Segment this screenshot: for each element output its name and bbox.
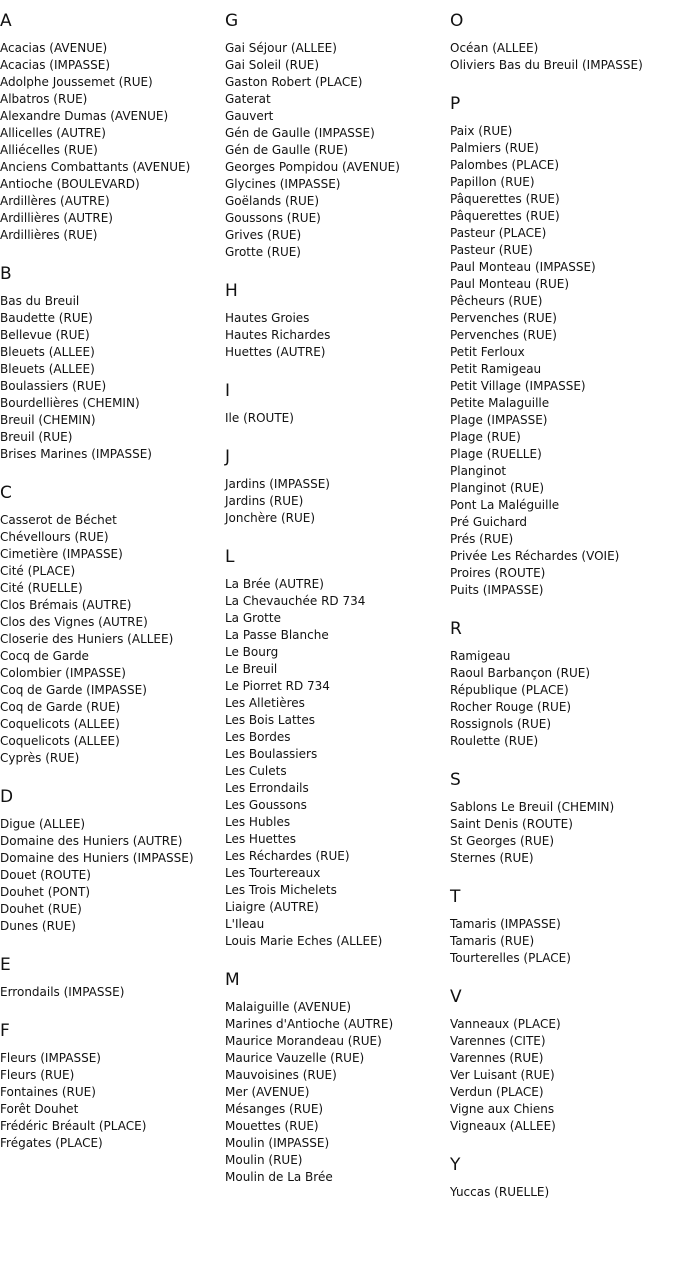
letter-section <box>225 446 447 527</box>
street-name-link[interactable]: Privée Les Réchardes (VOIE) <box>450 549 620 563</box>
street-name-link[interactable]: Chévellours (RUE) <box>0 530 109 544</box>
street-name-link[interactable]: Planginot (RUE) <box>450 481 545 495</box>
letter-section <box>0 954 222 1001</box>
street-name-link[interactable]: Saint Denis (ROUTE) <box>450 817 573 831</box>
street-name-link[interactable]: Yuccas (RUELLE) <box>450 1185 550 1199</box>
street-name-link[interactable]: Maurice Morandeau (RUE) <box>225 1034 382 1048</box>
street-name-link[interactable]: Alexandre Dumas (AVENUE) <box>0 109 169 123</box>
street-name-link[interactable]: Petit Ramigeau <box>450 362 542 376</box>
street-name-link[interactable]: Errondails (IMPASSE) <box>0 985 125 999</box>
street-name-link[interactable]: Le Breuil <box>225 662 278 676</box>
street-name-link[interactable]: Gén de Gaulle (IMPASSE) <box>225 126 375 140</box>
street-name-link[interactable]: Pont La Maléguille <box>450 498 560 512</box>
street-name-link[interactable]: Frédéric Bréault (PLACE) <box>0 1119 147 1133</box>
street-name-link[interactable]: Gaterat <box>225 92 271 106</box>
street-name-link[interactable]: Les Alletières <box>225 696 305 710</box>
street-list <box>0 40 222 244</box>
street-name-link[interactable]: Digue (ALLEE) <box>0 817 86 831</box>
street-name-link[interactable]: Fontaines (RUE) <box>0 1085 96 1099</box>
street-name-link[interactable]: Cocq de Garde <box>0 649 89 663</box>
letter-section <box>450 618 672 750</box>
street-name-link[interactable]: Malaiguille (AVENUE) <box>225 1000 352 1014</box>
street-name-link[interactable]: Frégates (PLACE) <box>0 1136 103 1150</box>
street-name-link[interactable]: Plage (RUELLE) <box>450 447 542 461</box>
letter-section <box>450 1154 672 1201</box>
letter-heading: E <box>0 955 11 975</box>
street-name-link[interactable]: Océan (ALLEE) <box>450 41 539 55</box>
street-name-link[interactable]: Vigneaux (ALLEE) <box>450 1119 556 1133</box>
street-name-link[interactable]: Gai Séjour (ALLEE) <box>225 41 337 55</box>
street-name-link[interactable]: Oliviers Bas du Breuil (IMPASSE) <box>450 58 643 72</box>
street-name-link[interactable]: Les Culets <box>225 764 287 778</box>
street-name-link[interactable]: Coq de Garde (IMPASSE) <box>0 683 147 697</box>
letter-heading: F <box>0 1021 10 1041</box>
street-name-link[interactable]: Roulette (RUE) <box>450 734 539 748</box>
street-name-link[interactable]: Douet (ROUTE) <box>0 868 91 882</box>
street-name-link[interactable]: La Grotte <box>225 611 281 625</box>
letter-section <box>0 263 222 463</box>
street-name-link[interactable]: Les Hubles <box>225 815 291 829</box>
street-name-link[interactable]: Alliécelles (RUE) <box>0 143 98 157</box>
street-name-link[interactable]: Pasteur (PLACE) <box>450 226 547 240</box>
street-name-link[interactable]: Papillon (RUE) <box>450 175 535 189</box>
letter-section <box>225 969 447 1186</box>
street-name-link[interactable]: Paul Monteau (IMPASSE) <box>450 260 596 274</box>
street-name-link[interactable]: Sternes (RUE) <box>450 851 534 865</box>
street-name-link[interactable]: Coq de Garde (RUE) <box>0 700 121 714</box>
street-name-link[interactable]: Sablons Le Breuil (CHEMIN) <box>450 800 615 814</box>
letter-heading: T <box>450 887 461 907</box>
street-list <box>0 816 222 935</box>
letter-heading: P <box>450 94 461 114</box>
street-name-link[interactable]: Petite Malaguille <box>450 396 550 410</box>
street-list <box>225 476 447 527</box>
street-name-link[interactable]: Baudette (RUE) <box>0 311 93 325</box>
street-name-link[interactable]: Gauvert <box>225 109 274 123</box>
street-name-link[interactable]: Mauvoisines (RUE) <box>225 1068 337 1082</box>
street-name-link[interactable]: Paul Monteau (RUE) <box>450 277 570 291</box>
street-name-link[interactable]: Douhet (RUE) <box>0 902 82 916</box>
street-name-link[interactable]: Cité (PLACE) <box>0 564 76 578</box>
street-name-link[interactable]: Domaine des Huniers (IMPASSE) <box>0 851 194 865</box>
street-name-link[interactable]: Les Huettes <box>225 832 296 846</box>
street-name-link[interactable]: Colombier (IMPASSE) <box>0 666 126 680</box>
letter-section <box>450 10 672 74</box>
street-name-link[interactable]: Clos Brémais (AUTRE) <box>0 598 132 612</box>
street-name-link[interactable]: Gai Soleil (RUE) <box>225 58 320 72</box>
street-name-link[interactable]: Tamaris (RUE) <box>450 934 535 948</box>
letter-heading: O <box>450 11 464 31</box>
street-name-link[interactable]: Prés (RUE) <box>450 532 514 546</box>
street-name-link[interactable]: Les Tourtereaux <box>225 866 321 880</box>
street-name-link[interactable]: Ver Luisant (RUE) <box>450 1068 555 1082</box>
street-name-link[interactable]: Jardins (IMPASSE) <box>225 477 330 491</box>
street-name-link[interactable]: Dunes (RUE) <box>0 919 76 933</box>
letter-heading: Y <box>450 1155 461 1175</box>
street-name-link[interactable]: La Brée (AUTRE) <box>225 577 324 591</box>
letter-section <box>0 1020 222 1152</box>
street-name-link[interactable]: Closerie des Huniers (ALLEE) <box>0 632 174 646</box>
letter-heading: V <box>450 987 462 1007</box>
street-name-link[interactable]: Jonchère (RUE) <box>225 511 316 525</box>
street-name-link[interactable]: Pervenches (RUE) <box>450 311 557 325</box>
street-name-link[interactable]: Verdun (PLACE) <box>450 1085 544 1099</box>
street-name-link[interactable]: Petit Village (IMPASSE) <box>450 379 586 393</box>
letter-heading: C <box>0 483 12 503</box>
street-name-link[interactable]: Pâquerettes (RUE) <box>450 192 560 206</box>
street-name-link[interactable]: Les Errondails <box>225 781 309 795</box>
street-list <box>225 310 447 361</box>
street-list <box>450 799 672 867</box>
street-name-link[interactable]: Puits (IMPASSE) <box>450 583 544 597</box>
street-index-column-3 <box>450 10 672 1220</box>
street-index-column-2 <box>225 10 447 1205</box>
letter-heading: G <box>225 11 239 31</box>
letter-section <box>0 786 222 935</box>
street-name-link[interactable]: Acacias (AVENUE) <box>0 41 108 55</box>
street-name-link[interactable]: République (PLACE) <box>450 683 569 697</box>
street-name-link[interactable]: Mésanges (RUE) <box>225 1102 324 1116</box>
letter-heading: I <box>225 381 231 401</box>
letter-section <box>450 986 672 1135</box>
street-name-link[interactable]: Antioche (BOULEVARD) <box>0 177 140 191</box>
street-name-link[interactable]: Mouettes (RUE) <box>225 1119 319 1133</box>
street-list <box>450 123 672 599</box>
street-name-link[interactable]: Allicelles (AUTRE) <box>0 126 106 140</box>
street-list <box>0 1050 222 1152</box>
street-name-link[interactable]: Brises Marines (IMPASSE) <box>0 447 152 461</box>
letter-section <box>0 10 222 244</box>
street-name-link[interactable]: Pré Guichard <box>450 515 528 529</box>
street-name-link[interactable]: Bourdellières (CHEMIN) <box>0 396 140 410</box>
street-list <box>0 512 222 767</box>
letter-heading: S <box>450 770 461 790</box>
street-name-link[interactable]: Rocher Rouge (RUE) <box>450 700 572 714</box>
street-name-link[interactable]: Les Bois Lattes <box>225 713 315 727</box>
street-name-link[interactable]: Moulin (RUE) <box>225 1153 303 1167</box>
street-name-link[interactable]: Grives (RUE) <box>225 228 302 242</box>
street-list <box>225 576 447 950</box>
street-name-link[interactable]: Le Bourg <box>225 645 279 659</box>
letter-heading: J <box>225 447 231 467</box>
street-name-link[interactable]: Acacias (IMPASSE) <box>0 58 111 72</box>
street-list <box>450 1184 672 1201</box>
street-name-link[interactable]: Glycines (IMPASSE) <box>225 177 341 191</box>
letter-section <box>450 93 672 599</box>
street-name-link[interactable]: Casserot de Béchet <box>0 513 117 527</box>
street-list <box>450 648 672 750</box>
street-list <box>0 293 222 463</box>
street-name-link[interactable]: Les Trois Michelets <box>225 883 337 897</box>
street-name-link[interactable]: Coquelicots (ALLEE) <box>0 717 120 731</box>
street-name-link[interactable]: Varennes (CITE) <box>450 1034 546 1048</box>
letter-section <box>450 769 672 867</box>
street-name-link[interactable]: Cimetière (IMPASSE) <box>0 547 123 561</box>
street-list <box>225 40 447 261</box>
street-name-link[interactable]: Bas du Breuil <box>0 294 80 308</box>
street-name-link[interactable]: Huettes (AUTRE) <box>225 345 326 359</box>
street-name-link[interactable]: La Passe Blanche <box>225 628 329 642</box>
street-name-link[interactable]: Rossignols (RUE) <box>450 717 552 731</box>
street-name-link[interactable]: Palmiers (RUE) <box>450 141 539 155</box>
street-name-link[interactable]: Gén de Gaulle (RUE) <box>225 143 349 157</box>
letter-heading: A <box>0 11 12 31</box>
street-name-link[interactable]: Les Boulassiers <box>225 747 318 761</box>
street-name-link[interactable]: Les Bordes <box>225 730 291 744</box>
street-name-link[interactable]: Forêt Douhet <box>0 1102 79 1116</box>
street-name-link[interactable]: Fleurs (IMPASSE) <box>0 1051 101 1065</box>
letter-heading: R <box>450 619 462 639</box>
street-name-link[interactable]: Proires (ROUTE) <box>450 566 546 580</box>
street-name-link[interactable]: Goussons (RUE) <box>225 211 321 225</box>
letter-section <box>225 280 447 361</box>
letter-heading: D <box>0 787 14 807</box>
street-name-link[interactable]: Ardillières (RUE) <box>0 228 98 242</box>
letter-heading: H <box>225 281 238 301</box>
street-name-link[interactable]: Ardillères (AUTRE) <box>0 194 110 208</box>
street-name-link[interactable]: Domaine des Huniers (AUTRE) <box>0 834 183 848</box>
street-name-link[interactable]: Les Réchardes (RUE) <box>225 849 350 863</box>
street-name-link[interactable]: Ramigeau <box>450 649 511 663</box>
street-list <box>225 999 447 1186</box>
street-name-link[interactable]: Goëlands (RUE) <box>225 194 320 208</box>
street-name-link[interactable]: Breuil (CHEMIN) <box>0 413 96 427</box>
street-name-link[interactable]: Georges Pompidou (AVENUE) <box>225 160 400 174</box>
street-name-link[interactable]: Anciens Combattants (AVENUE) <box>0 160 191 174</box>
street-name-link[interactable]: Le Piorret RD 734 <box>225 679 330 693</box>
street-name-link[interactable]: Petit Ferloux <box>450 345 525 359</box>
street-name-link[interactable]: Hautes Richardes <box>225 328 331 342</box>
street-name-link[interactable]: Tourterelles (PLACE) <box>450 951 571 965</box>
street-name-link[interactable]: Vigne aux Chiens <box>450 1102 555 1116</box>
letter-section <box>0 482 222 767</box>
street-list <box>450 40 672 74</box>
street-name-link[interactable]: Douhet (PONT) <box>0 885 91 899</box>
street-name-link[interactable]: Plage (RUE) <box>450 430 521 444</box>
street-index-column-1 <box>0 10 222 1171</box>
street-list <box>0 984 222 1001</box>
street-name-link[interactable]: La Chevauchée RD 734 <box>225 594 366 608</box>
street-name-link[interactable]: St Georges (RUE) <box>450 834 555 848</box>
street-name-link[interactable]: L'Ileau <box>225 917 265 931</box>
letter-section <box>450 886 672 967</box>
street-name-link[interactable]: Boulassiers (RUE) <box>0 379 107 393</box>
letter-section <box>225 10 447 261</box>
letter-section <box>225 380 447 427</box>
street-name-link[interactable]: Clos des Vignes (AUTRE) <box>0 615 148 629</box>
street-list <box>225 410 447 427</box>
street-name-link[interactable]: Adolphe Joussemet (RUE) <box>0 75 153 89</box>
street-name-link[interactable]: Bleuets (ALLEE) <box>0 362 95 376</box>
street-name-link[interactable]: Moulin de La Brée <box>225 1170 333 1184</box>
street-name-link[interactable]: Pervenches (RUE) <box>450 328 557 342</box>
street-list <box>450 916 672 967</box>
letter-heading: M <box>225 970 240 990</box>
street-name-link[interactable]: Cyprès (RUE) <box>0 751 80 765</box>
street-list <box>450 1016 672 1135</box>
street-name-link[interactable]: Mer (AVENUE) <box>225 1085 310 1099</box>
street-name-link[interactable]: Cité (RUELLE) <box>0 581 83 595</box>
street-name-link[interactable]: Raoul Barbançon (RUE) <box>450 666 591 680</box>
street-name-link[interactable]: Varennes (RUE) <box>450 1051 544 1065</box>
street-name-link[interactable]: Vanneaux (PLACE) <box>450 1017 561 1031</box>
street-name-link[interactable]: Ardillières (AUTRE) <box>0 211 113 225</box>
street-name-link[interactable]: Pêcheurs (RUE) <box>450 294 543 308</box>
street-name-link[interactable]: Louis Marie Eches (ALLEE) <box>225 934 383 948</box>
letter-heading: B <box>0 264 12 284</box>
street-name-link[interactable]: Les Goussons <box>225 798 307 812</box>
street-name-link[interactable]: Paix (RUE) <box>450 124 513 138</box>
street-name-link[interactable]: Bellevue (RUE) <box>0 328 90 342</box>
letter-heading: L <box>225 547 235 567</box>
street-name-link[interactable]: Maurice Vauzelle (RUE) <box>225 1051 365 1065</box>
street-name-link[interactable]: Bleuets (ALLEE) <box>0 345 95 359</box>
street-name-link[interactable]: Pasteur (RUE) <box>450 243 533 257</box>
street-name-link[interactable]: Liaigre (AUTRE) <box>225 900 319 914</box>
street-name-link[interactable]: Pâquerettes (RUE) <box>450 209 560 223</box>
street-name-link[interactable]: Fleurs (RUE) <box>0 1068 75 1082</box>
street-name-link[interactable]: Jardins (RUE) <box>225 494 304 508</box>
letter-section <box>225 546 447 950</box>
street-name-link[interactable]: Gaston Robert (PLACE) <box>225 75 363 89</box>
street-name-link[interactable]: Albatros (RUE) <box>0 92 88 106</box>
street-name-link[interactable]: Breuil (RUE) <box>0 430 73 444</box>
street-name-link[interactable]: Moulin (IMPASSE) <box>225 1136 330 1150</box>
street-name-link[interactable]: Plage (IMPASSE) <box>450 413 548 427</box>
street-name-link[interactable]: Planginot <box>450 464 507 478</box>
street-name-link[interactable]: Hautes Groies <box>225 311 310 325</box>
street-name-link[interactable]: Marines d'Antioche (AUTRE) <box>225 1017 394 1031</box>
street-name-link[interactable]: Coquelicots (ALLEE) <box>0 734 120 748</box>
street-name-link[interactable]: Grotte (RUE) <box>225 245 301 259</box>
street-name-link[interactable]: Palombes (PLACE) <box>450 158 560 172</box>
street-name-link[interactable]: Tamaris (IMPASSE) <box>450 917 561 931</box>
street-name-link[interactable]: Ile (ROUTE) <box>225 411 294 425</box>
